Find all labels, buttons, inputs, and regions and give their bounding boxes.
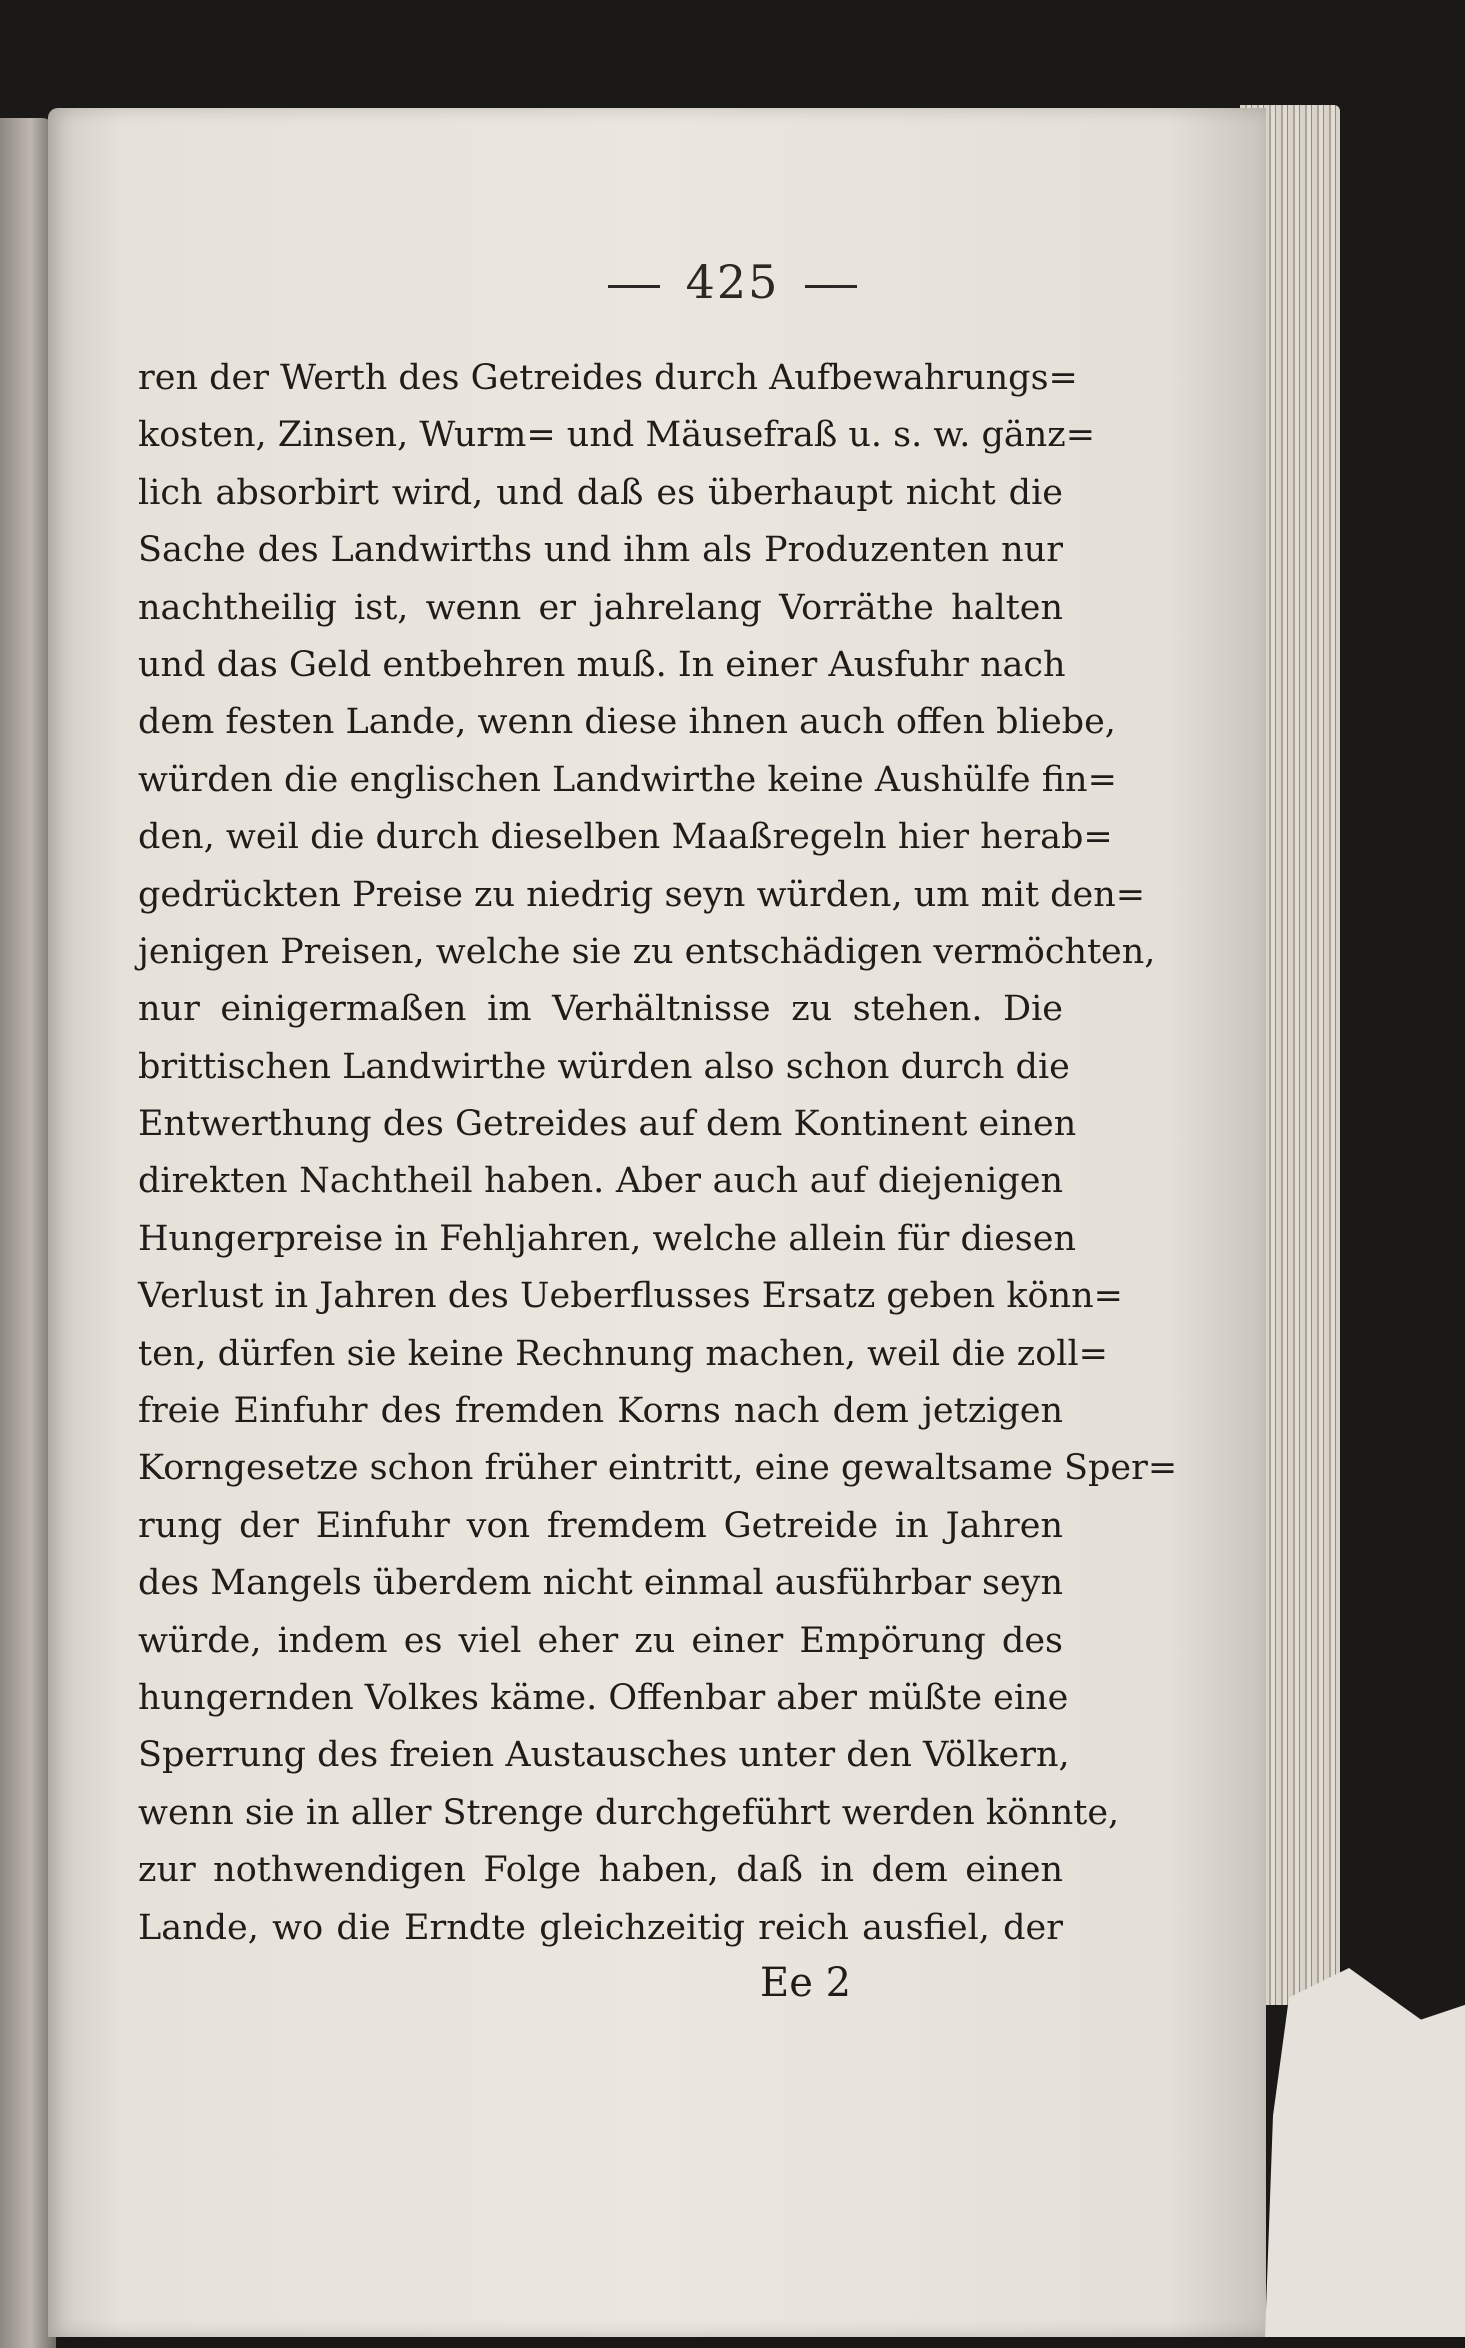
text-line: jenigen Preisen, welche sie zu entschädigen vermöchten, (138, 931, 1156, 972)
signature-mark: Ee 2 (760, 1960, 852, 2006)
text-line: Sache des Landwirths und ihm als Produzenten nur (138, 530, 1063, 571)
text-line: Sperrung des freien Austausches unter den Völkern, (138, 1735, 1070, 1776)
text-line: direkten Nachtheil haben. Aber auch auf diejenigen (138, 1161, 1063, 1202)
text-line: des Mangels überdem nicht einmal ausführbar seyn (138, 1563, 1063, 1604)
text-line: hungernden Volkes käme. Offenbar aber müßte eine (138, 1677, 1069, 1718)
text-line: gedrückten Preise zu niedrig seyn würden, um mit den= (138, 874, 1146, 915)
text-line: kosten, Zinsen, Wurm= und Mäusefraß u. s. w. gänz= (138, 415, 1096, 456)
page-header (0, 255, 1465, 309)
text-line: würde, indem es viel eher zu einer Empörung des (138, 1620, 1063, 1661)
text-line: dem festen Lande, wenn diese ihnen auch offen bliebe, (138, 702, 1116, 743)
text-line: freie Einfuhr des fremden Korns nach dem jetzigen (138, 1391, 1063, 1432)
text-line: Lande, wo die Erndte gleichzeitig reich ausfiel, der (138, 1907, 1063, 1948)
text-line: würden die englischen Landwirthe keine Aushülfe fin= (138, 759, 1117, 800)
text-line: ten, dürfen sie keine Rechnung machen, weil die zoll= (138, 1333, 1108, 1374)
text-line: ren der Werth des Getreides durch Aufbewahrungs= (138, 358, 1078, 398)
header-dash-left (608, 285, 660, 288)
text-line: wenn sie in aller Strenge durchgeführt werden könnte, (138, 1792, 1120, 1833)
text-line: Verlust in Jahren des Ueberflusses Ersatz geben könn= (138, 1276, 1124, 1317)
text-line: nur einigermaßen im Verhältnisse zu stehen. Die (138, 989, 1063, 1030)
text-line: rung der Einfuhr von fremdem Getreide in Jahren (138, 1505, 1063, 1546)
text-line: und das Geld entbehren muß. In einer Ausfuhr nach (138, 644, 1066, 685)
text-line: Korngesetze schon früher eintritt, eine gewaltsame Sper= (138, 1448, 1178, 1489)
header-dash-right (805, 285, 857, 288)
text-line: zur nothwendigen Folge haben, daß in dem einen (138, 1850, 1063, 1891)
text-line: Entwerthung des Getreides auf dem Kontinent einen (138, 1104, 1077, 1145)
text-line: brittischen Landwirthe würden also schon durch die (138, 1046, 1070, 1087)
body-text (138, 350, 1178, 1957)
text-line: lich absorbirt wird, und daß es überhaupt nicht die (138, 472, 1063, 513)
page-number: 425 (685, 255, 780, 309)
torn-page-corner (1265, 1968, 1465, 2337)
text-line: nachtheilig ist, wenn er jahrelang Vorräthe halten (138, 587, 1063, 628)
text-line: Hungerpreise in Fehljahren, welche allein für diesen (138, 1218, 1077, 1259)
text-line: den, weil die durch dieselben Maaßregeln hier herab= (138, 817, 1113, 858)
